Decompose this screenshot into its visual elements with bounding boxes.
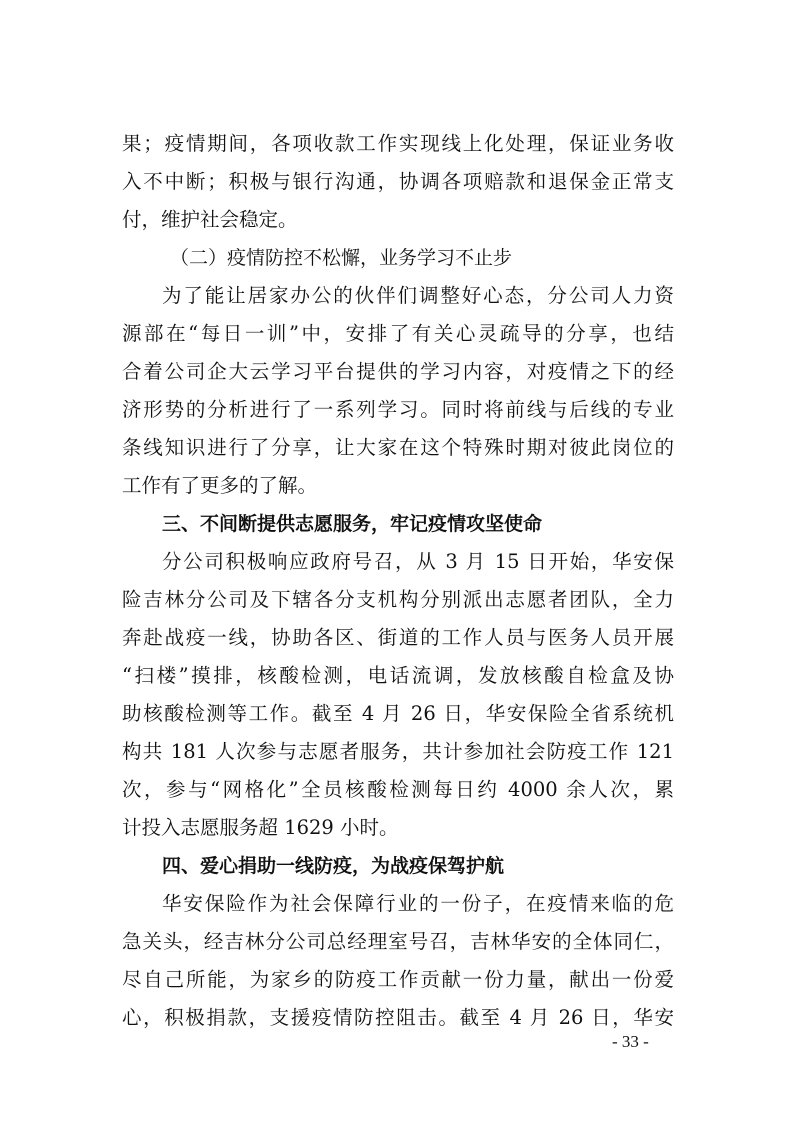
paragraph-line: 济形势的分析进行了一系列学习。同时将前线与后线的专业 xyxy=(122,398,674,421)
paragraph-line: 尽自己所能，为家乡的防疫工作贡献一份力量，献出一份爱 xyxy=(122,968,674,991)
paragraph-line: 计投入志愿服务超 1629 小时。 xyxy=(122,816,399,839)
section-heading: 三、不间断提供志愿服务，牢记疫情攻坚使命 xyxy=(162,513,543,535)
page-number: - 33 - xyxy=(612,1032,649,1051)
paragraph-line: 奔赴战疫一线，协助各区、街道的工作人员与医务人员开展 xyxy=(122,626,674,649)
paragraph-line: 源部在“每日一训”中，安排了有关心灵疏导的分享，也结 xyxy=(122,322,674,345)
paragraph-line: 付，维护社会稳定。 xyxy=(122,208,298,231)
paragraph-line: 工作有了更多的了解。 xyxy=(122,474,318,497)
section-subheading: （二）疫情防控不松懈，业务学习不止步 xyxy=(170,247,513,269)
section-heading: 四、爱心捐助一线防疫，为战疫保驾护航 xyxy=(162,855,505,877)
paragraph-line: 分公司积极响应政府号召，从 3 月 15 日开始，华安保 xyxy=(162,550,674,573)
paragraph-line: “扫楼”摸排，核酸检测，电话流调，发放核酸自检盒及协 xyxy=(122,664,674,687)
paragraph-line: 心，积极捐款，支援疫情防控阻击。截至 4 月 26 日，华安 xyxy=(122,1006,674,1029)
paragraph-line: 入不中断；积极与银行沟通，协调各项赔款和退保金正常支 xyxy=(122,170,674,193)
paragraph-line: 合着公司企大云学习平台提供的学习内容，对疫情之下的经 xyxy=(122,360,674,383)
paragraph-line: 条线知识进行了分享，让大家在这个特殊时期对彼此岗位的 xyxy=(122,436,674,459)
paragraph-line: 险吉林分公司及下辖各分支机构分别派出志愿者团队，全力 xyxy=(122,588,674,611)
paragraph-line: 华安保险作为社会保障行业的一份子，在疫情来临的危 xyxy=(162,892,674,915)
paragraph-line: 构共 181 人次参与志愿者服务，共计参加社会防疫工作 121 xyxy=(122,740,674,763)
paragraph-line: 为了能让居家办公的伙伴们调整好心态，分公司人力资 xyxy=(162,284,674,307)
paragraph-line: 急关头，经吉林分公司总经理室号召，吉林华安的全体同仁， xyxy=(122,930,674,953)
paragraph-line: 果；疫情期间，各项收款工作实现线上化处理，保证业务收 xyxy=(122,132,674,155)
paragraph-line: 次，参与“网格化”全员核酸检测每日约 4000 余人次，累 xyxy=(122,778,674,801)
paragraph-line: 助核酸检测等工作。截至 4 月 26 日，华安保险全省系统机 xyxy=(122,702,674,725)
